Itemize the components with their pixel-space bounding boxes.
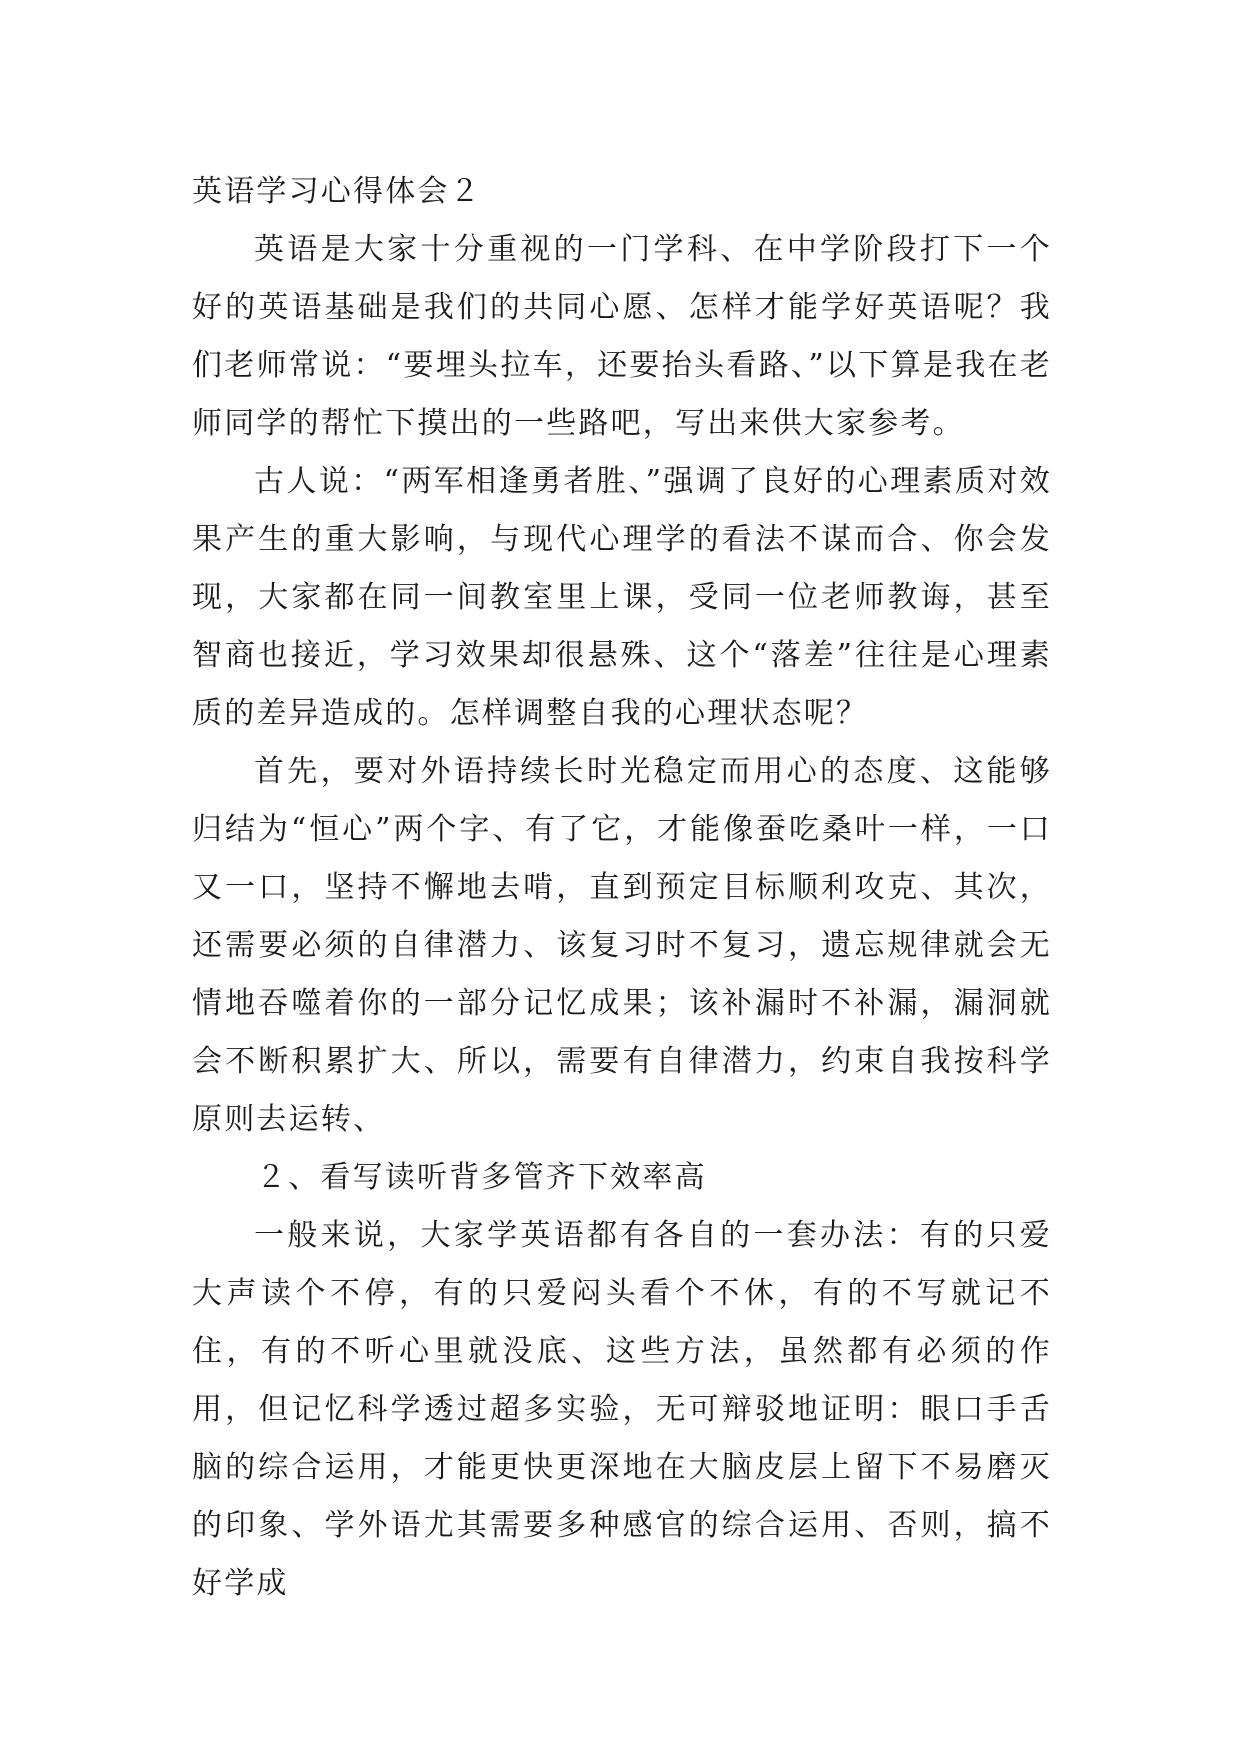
paragraph-intro: 英语是大家十分重视的一门学科、在中学阶段打下一个好的英语基础是我们的共同心愿、怎样才能学好英语呢？我们老师常说：“要埋头拉车，还要抬头看路、”以下算是我在老师同学的帮忙下摸出的一些路吧，写出来供大家参考。 (192, 232, 1052, 441)
paragraph-psychology: 古人说：“两军相逢勇者胜、”强调了良好的心理素质对效果产生的重大影响，与现代心理学的看法不谋而合、你会发现，大家都在同一间教室里上课，受同一位老师教诲，甚至智商也接近，学习效果却很悬殊、这个“落差”往往是心理素质的差异造成的。怎样调整自我的心理状态呢？ (192, 464, 1052, 731)
section-heading: ２、看写读听背多管齐下效率高 (256, 1160, 707, 1195)
document-title: 英语学习心得体会２ (192, 174, 482, 209)
paragraph-methods: 一般来说，大家学英语都有各自的一套办法：有的只爱大声读个不停，有的只爱闷头看个不休，有的不写就记不住，有的不听心里就没底、这些方法，虽然都有必须的作用，但记忆科学透过超多实验，无可辩驳地证明：眼口手舌脑的综合运用，才能更快更深地在大脑皮层上留下不易磨灭的印象、学外语尤其需要多种感官的综合运用、否则，搞不好学成 (192, 1218, 1052, 1601)
paragraph-perseverance: 首先，要对外语持续长时光稳定而用心的态度、这能够归结为“恒心”两个字、有了它，才能像蚕吃桑叶一样，一口又一口，坚持不懈地去啃，直到预定目标顺利攻克、其次，还需要必须的自律潜力、该复习时不复习，遗忘规律就会无情地吞噬着你的一部分记忆成果；该补漏时不补漏，漏洞就会不断积累扩大、所以，需要有自律潜力，约束自我按科学原则去运转、 (192, 754, 1052, 1137)
document-body (192, 163, 1052, 1613)
